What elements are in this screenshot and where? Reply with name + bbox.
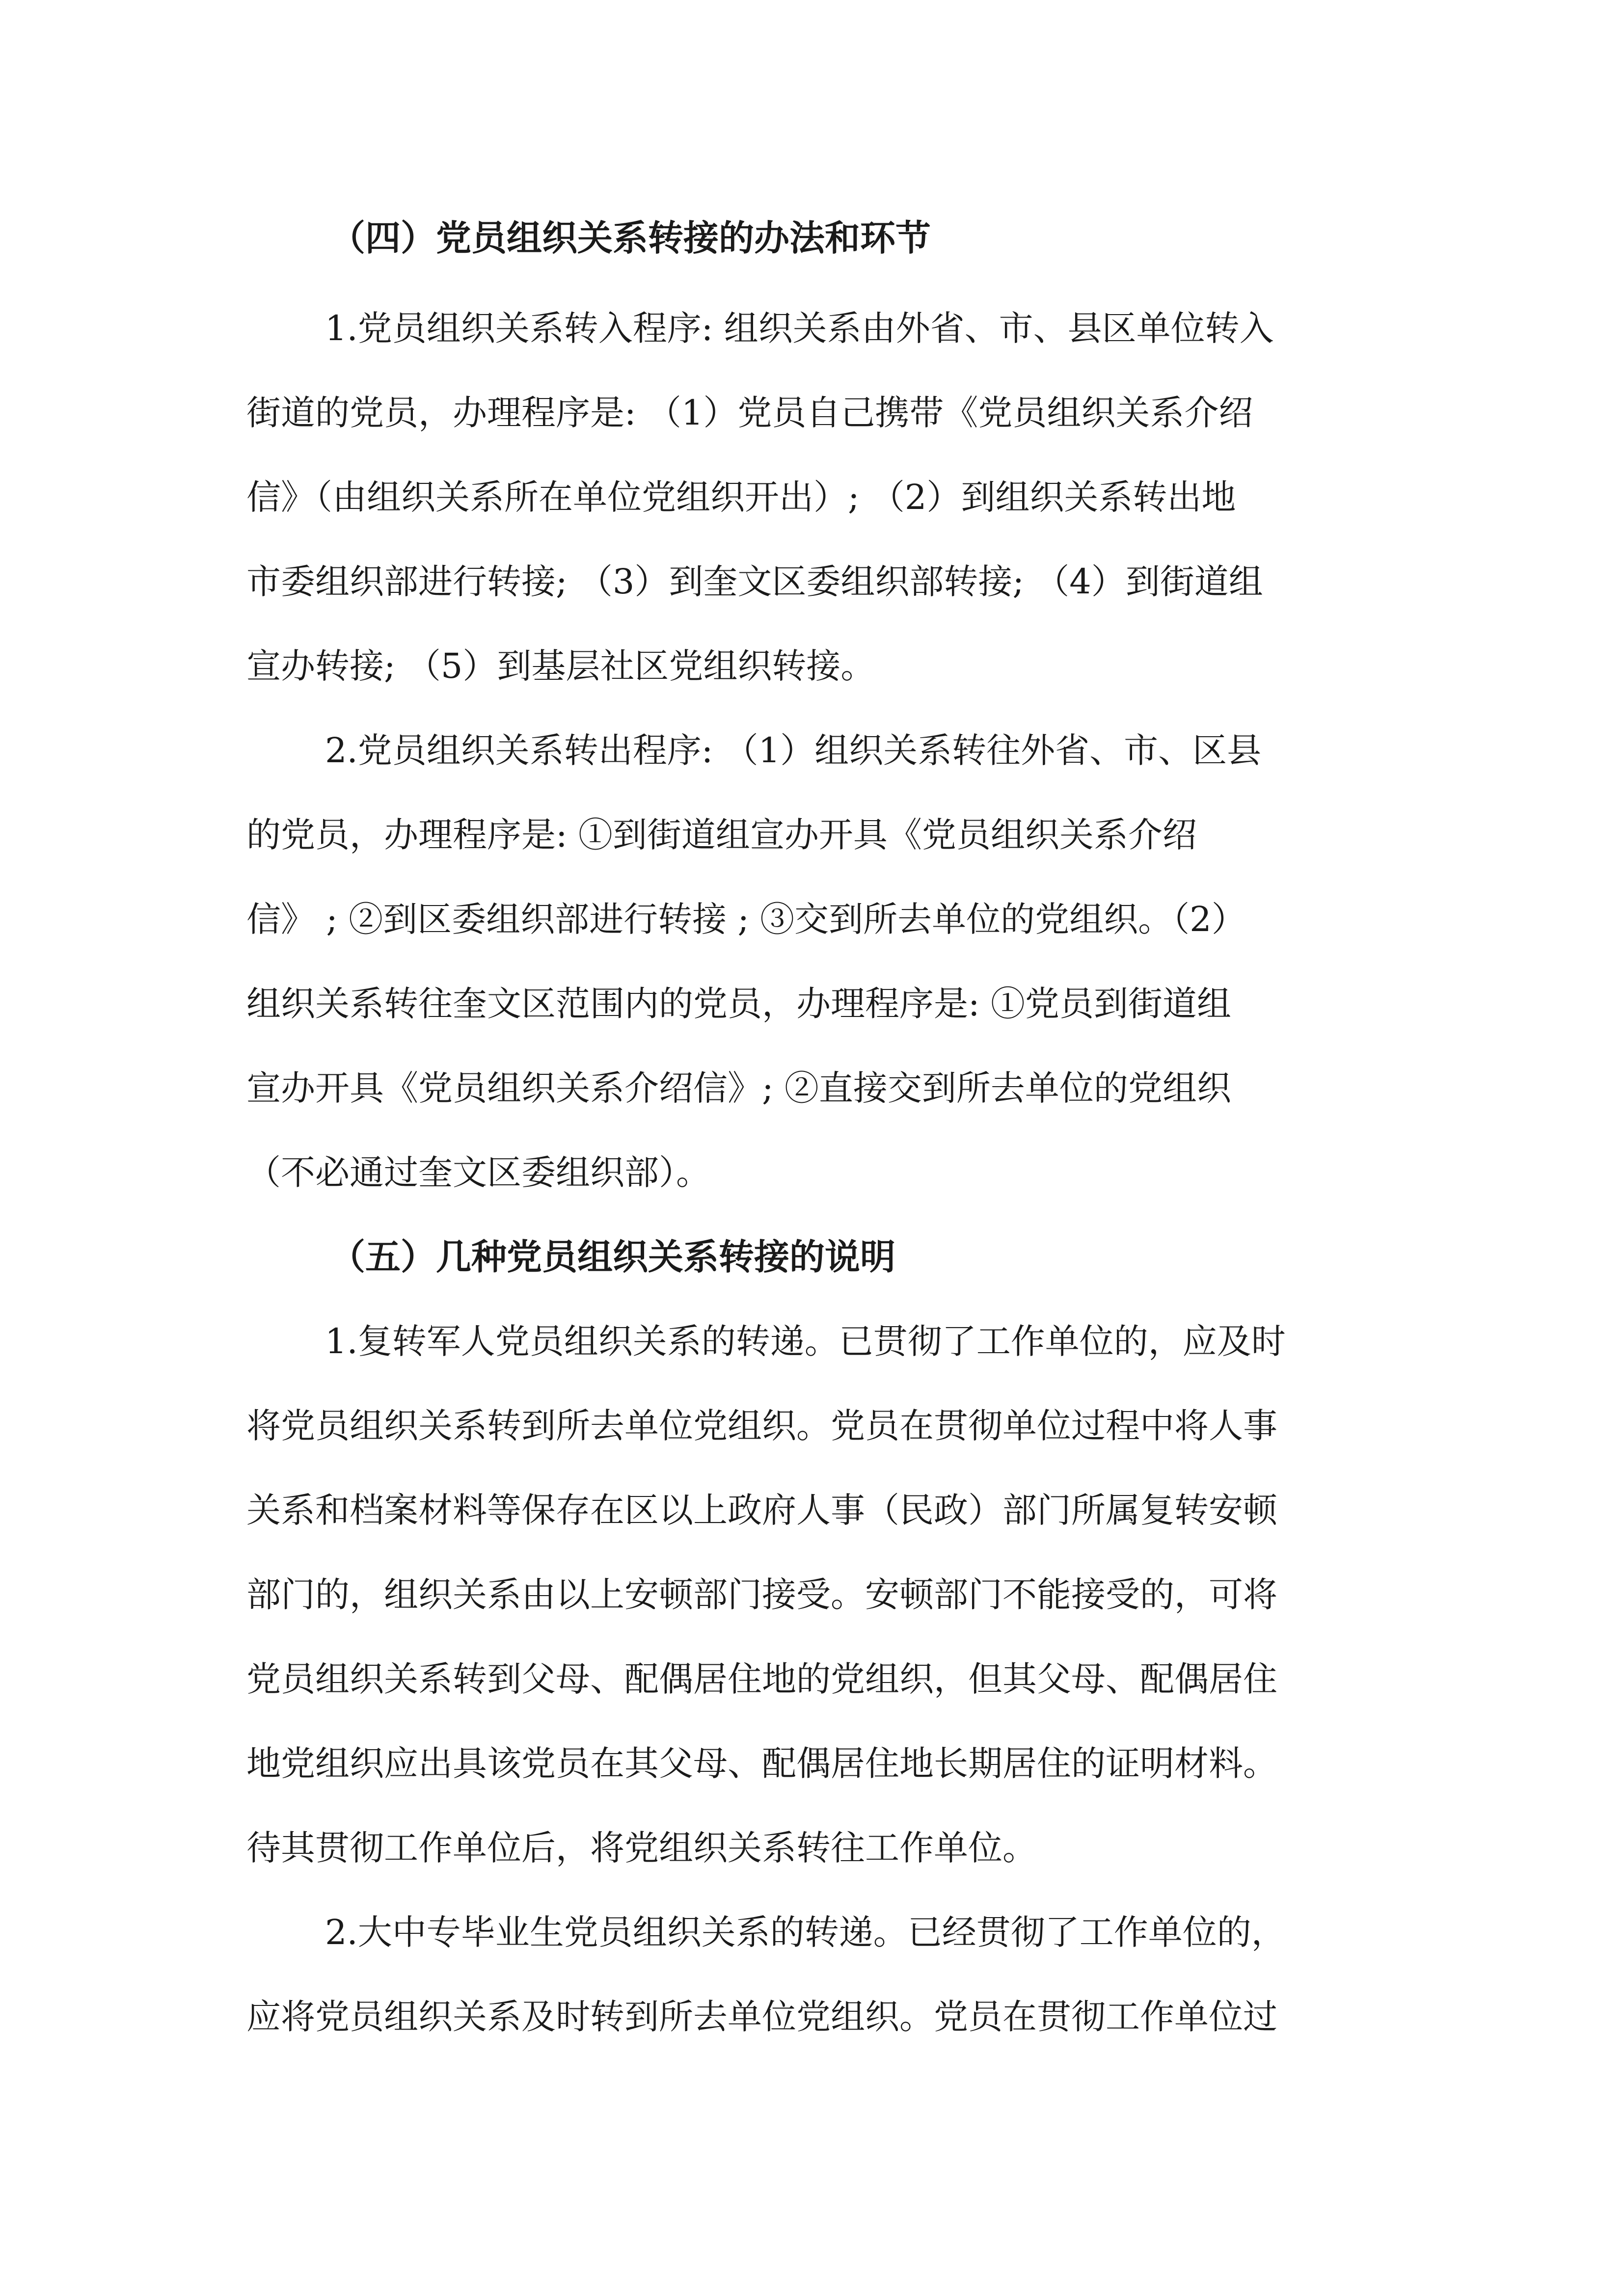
- paragraph-line: 2.党员组织关系转出程序: （1）组织关系转往外省、市、区县: [325, 730, 1262, 771]
- paragraph-line: 宣办开具《党员组织关系介绍信》; ②直接交到所去单位的党组织: [246, 1068, 1231, 1108]
- section-4-heading: （四）党员组织关系转接的办法和环节: [330, 217, 931, 259]
- paragraph-line: 党员组织关系转到父母、配偶居住地的党组织，但其父母、配偶居住: [246, 1659, 1277, 1699]
- paragraph-line: （不必通过奎文区委组织部）。: [246, 1152, 710, 1193]
- paragraph-line: 应将党员组织关系及时转到所去单位党组织。党员在贯彻工作单位过: [246, 1997, 1277, 2037]
- paragraph-line: 1.党员组织关系转入程序: 组织关系由外省、市、县区单位转入: [325, 308, 1274, 348]
- paragraph-line: 将党员组织关系转到所去单位党组织。党员在贯彻单位过程中将人事: [246, 1406, 1277, 1446]
- paragraph-line: 2.大中专毕业生党员组织关系的转递。已经贯彻了工作单位的，: [325, 1912, 1286, 1952]
- paragraph-line: 宣办转接; （5）到基层社区党组织转接。: [246, 646, 875, 686]
- paragraph-line: 街道的党员，办理程序是: （1）党员自己携带《党员组织关系介绍: [246, 393, 1253, 433]
- paragraph-line: 地党组织应出具该党员在其父母、配偶居住地长期居住的证明材料。: [246, 1743, 1277, 1784]
- paragraph-line: 待其贯彻工作单位后，将党组织关系转往工作单位。: [246, 1828, 1037, 1868]
- section-5-heading: （五）几种党员组织关系转接的说明: [330, 1236, 896, 1278]
- paragraph-line: 市委组织部进行转接; （3）到奎文区委组织部转接; （4）到街道组: [246, 561, 1263, 602]
- paragraph-line: 信》 ; ②到区委组织部进行转接 ; ③交到所去单位的党组织。（2）: [246, 899, 1246, 939]
- paragraph-line: 1.复转军人党员组织关系的转递。已贯彻了工作单位的，应及时: [325, 1321, 1286, 1362]
- paragraph-line: 组织关系转往奎文区范围内的党员，办理程序是: ①党员到街道组: [246, 984, 1231, 1024]
- paragraph-line: 信》（由组织关系所在单位党组织开出）; （2）到组织关系转出地: [246, 477, 1236, 517]
- paragraph-line: 部门的，组织关系由以上安顿部门接受。安顿部门不能接受的，可将: [246, 1575, 1277, 1615]
- paragraph-line: 的党员，办理程序是: ①到街道组宣办开具《党员组织关系介绍: [246, 815, 1197, 855]
- paragraph-line: 关系和档案材料等保存在区以上政府人事（民政）部门所属复转安顿: [246, 1490, 1277, 1530]
